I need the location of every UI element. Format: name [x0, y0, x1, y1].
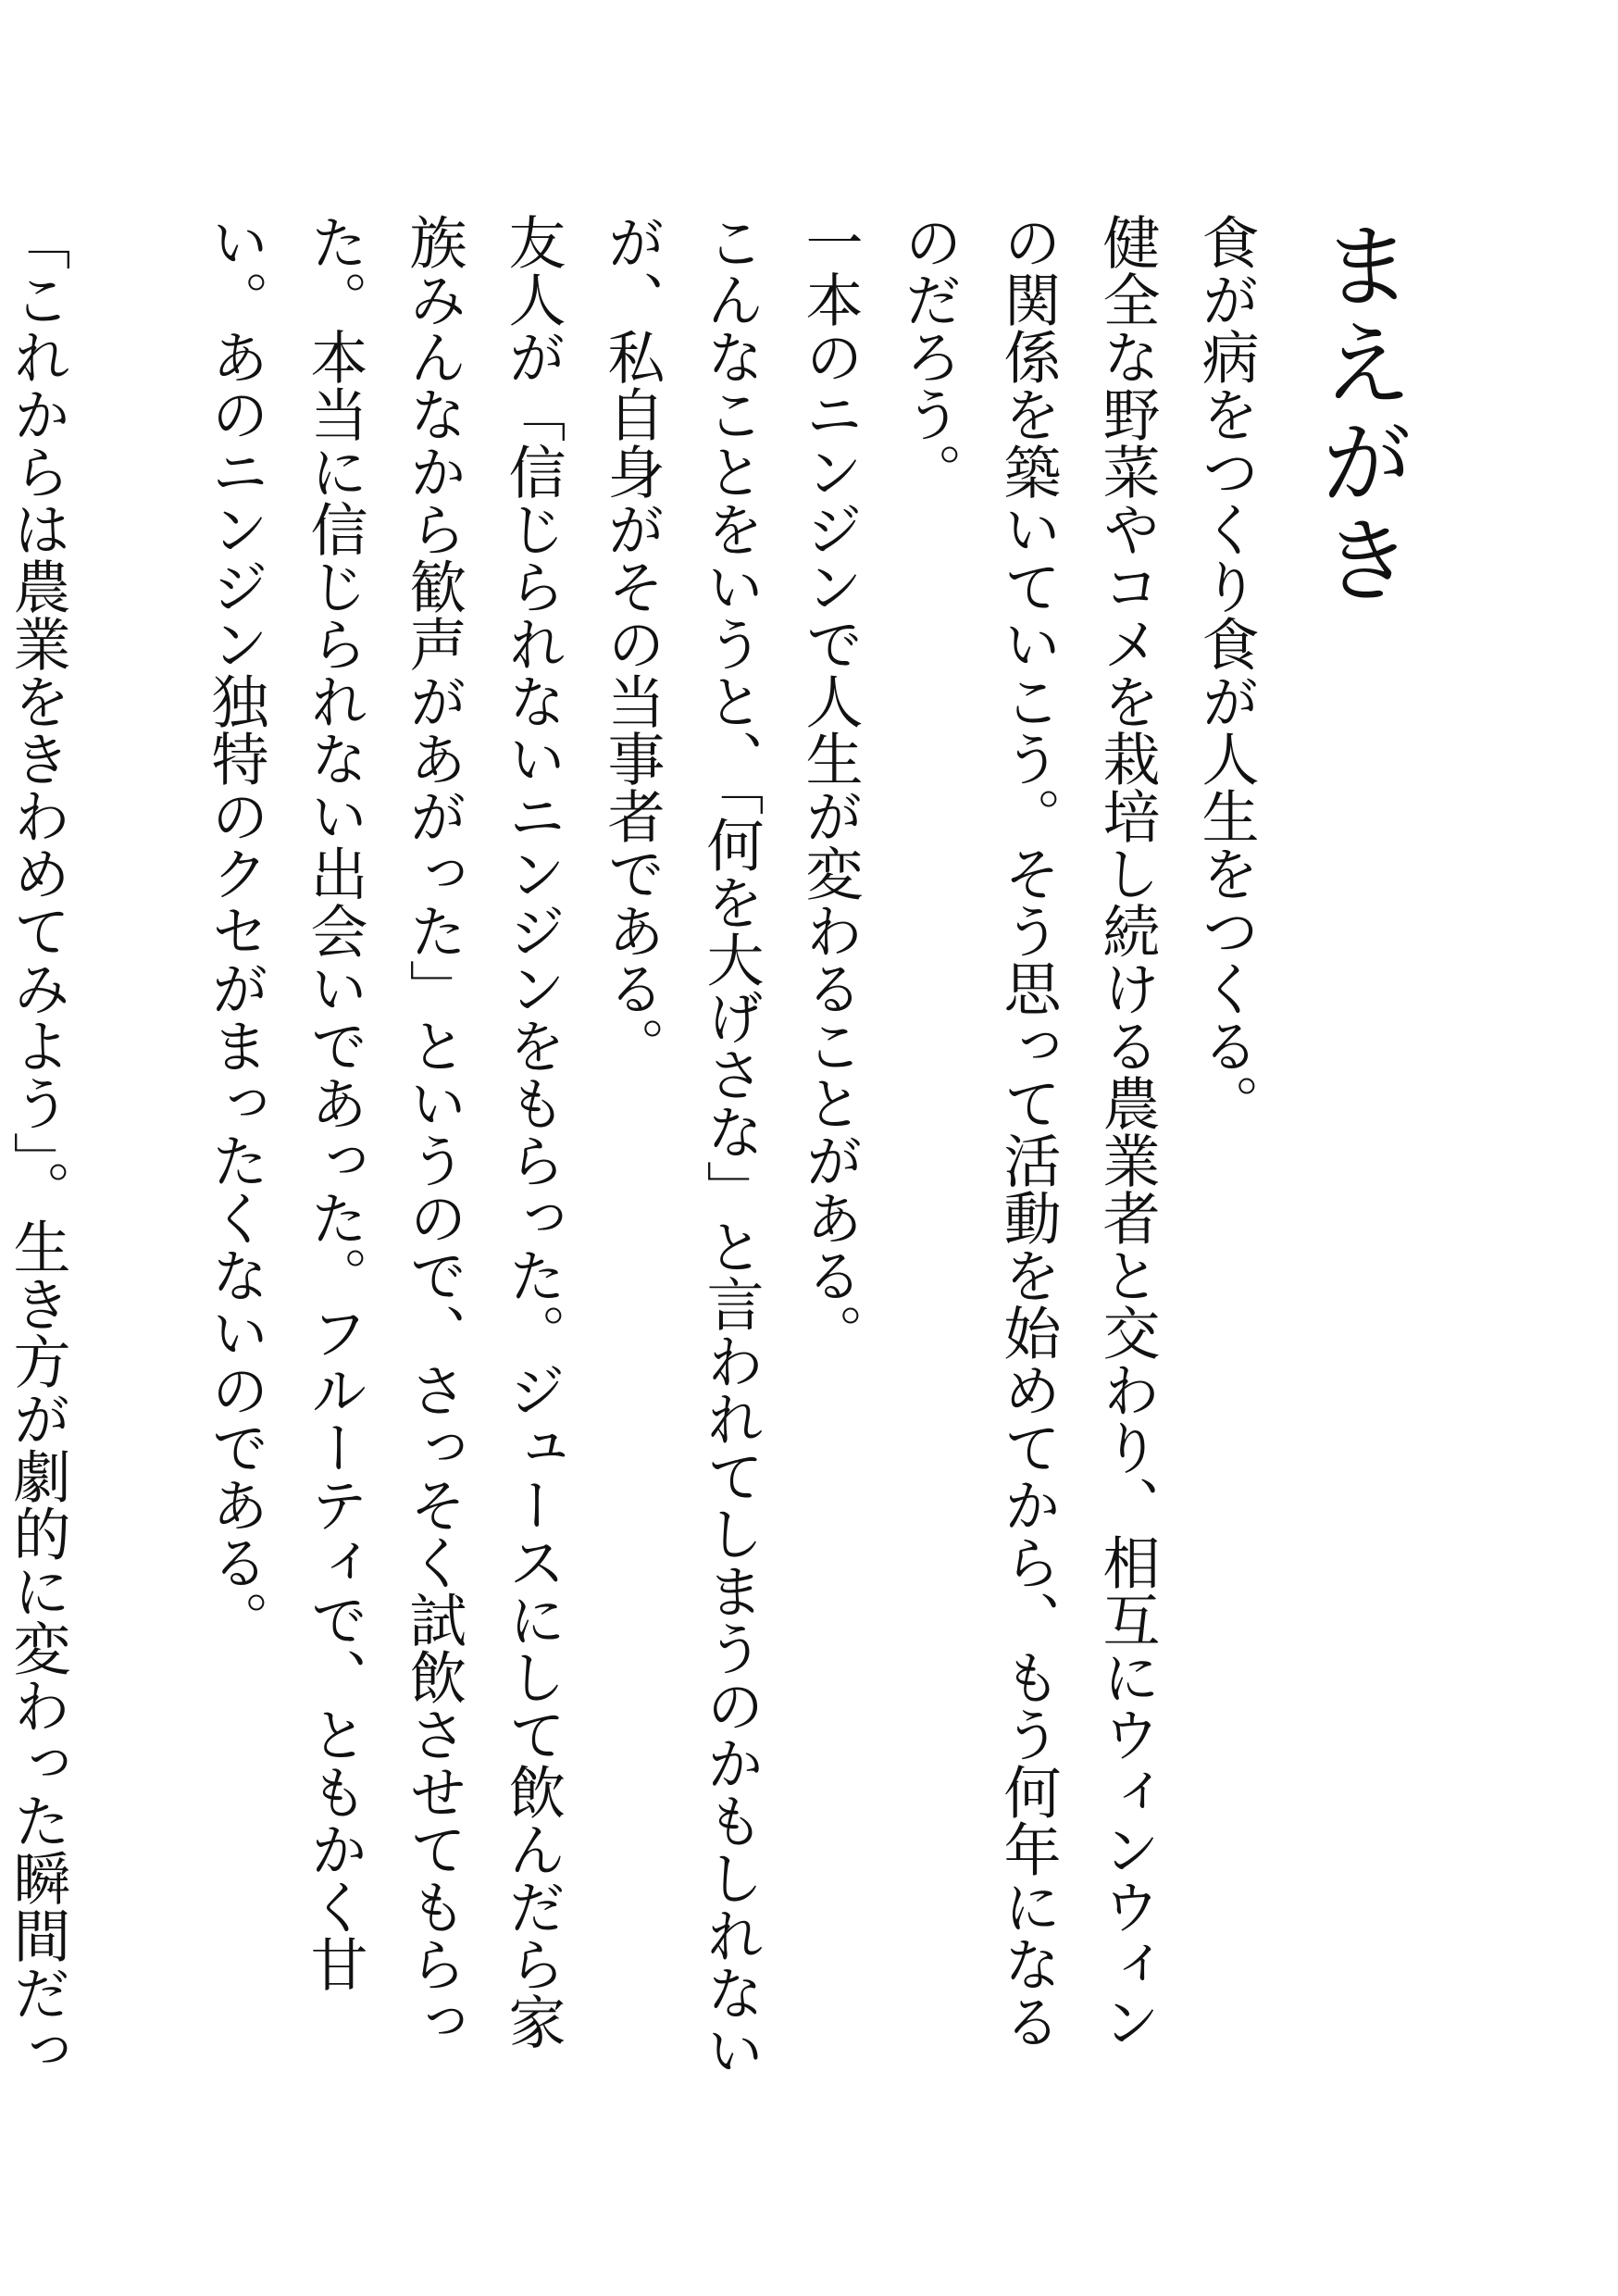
paragraph: こんなことをいうと、「何を大げさな」と言われてしまうのかもしれないが、私自身がその当事者である。	[598, 213, 765, 2078]
paragraph: 健全な野菜やコメを栽培し続ける農業者と交わり、相互にウィンウィンの関係を築いていこう。そう思って活動を始めてから、もう何年になるのだろう。	[895, 213, 1161, 2050]
paragraph: 友人が「信じられないニンジンをもらった。ジュースにして飲んだら家族みんなから歓声があがった」というので、さっそく試飲させてもらった。本当に信じられない出会いであった。フルーティで、ともかく甘い。あのニンジン独特のクセがまったくないのである。	[202, 213, 566, 2050]
paragraph: 「これからは農業をきわめてみよう」。生き方が劇的に変わった瞬間だっ	[4, 213, 71, 2078]
page-title: まえがき	[1305, 218, 1413, 610]
paragraph: 食が病をつくり食が人生をつくる。	[1192, 213, 1260, 1131]
body-text	[0, 213, 1276, 2083]
paragraph: 一本のニンジンで人生が変わることがある。	[796, 213, 864, 1361]
